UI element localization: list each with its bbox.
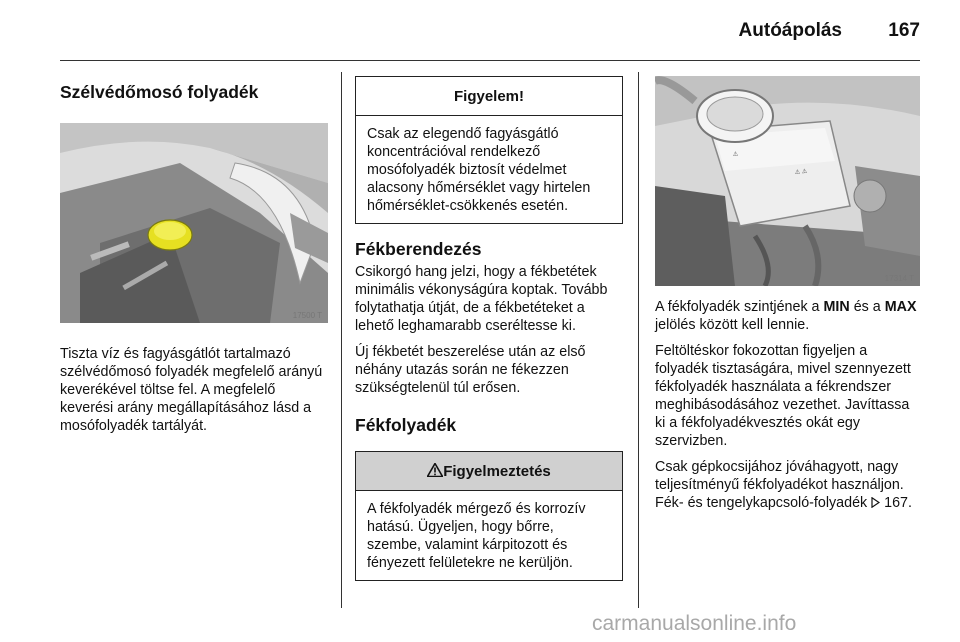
warning-box-text: A fékfolyadék mérgező és korrozív hatású. Ügyeljen, hogy bőrre, szembe, valamint kárpitozott és fényezett felületekre ne kerüljön. (367, 501, 586, 571)
attention-box-text: Csak az elegendő fagyásgátló koncentrációval rendelkező mosófolyadék biztosít védelmet alacsony hőmérséklet vagy hirtelen hőmérséklet-csökkenés esetén. (367, 126, 591, 214)
brakes-text-2: Új fékbetét beszerelése után az első néhány utazás során ne fékezzen szükségtelenül túl erősen. (355, 344, 586, 396)
svg-text:⚠: ⚠ (732, 151, 739, 158)
washer-reservoir-illustration (60, 123, 328, 323)
brakes-heading: Fékberendezés (355, 239, 482, 259)
approved-text-a: Csak gépkocsijához jóváhagyott, nagy teljesítményű fékfolyadékot használjon. Fék- és tengelykapcsoló-folyadék (655, 459, 904, 511)
brakes-text-1: Csikorgó hang jelzi, hogy a fékbetétek minimális vékonyságúra koptak. Tovább folytathatja útját, de a fékbetéteket a lehető leghamarabb cseréltesse ki. (355, 264, 608, 334)
min-mark: MIN (823, 299, 850, 315)
page-number: 167 (888, 20, 920, 41)
brake-fluid-cleanliness-text: Feltöltéskor fokozottan figyeljen a folyadék tisztaságára, mivel szennyezett fékfolyadék használata a fékrendszer meghibásodásához vezethet. Javíttassa ki a fékfolyadékvesztés okát egy szervizben. (655, 343, 911, 449)
brake-photo-ref: 17314 T (884, 274, 914, 283)
brake-fluid-heading: Fékfolyadék (355, 415, 457, 435)
warning-triangle-icon (427, 463, 443, 477)
warning-box-title: Figyelmeztetés (443, 463, 551, 480)
washer-reservoir-photo (60, 123, 328, 323)
level-text-c: jelölés között kell lennie. (655, 317, 810, 333)
svg-text:⚠ ⚠: ⚠ ⚠ (794, 168, 808, 176)
max-mark: MAX (884, 299, 917, 315)
header-title: Autóápolás (738, 20, 842, 41)
header-rule (60, 60, 920, 61)
column-brake-fluid (655, 76, 920, 520)
washer-fluid-text: Tiszta víz és fagyásgátlót tartalmazó szélvédőmosó folyadék megfelelő arányú keverékével töltse fel. A megfelelő keverési arány megállapításához lásd a mosófolyadék tartályát. (60, 346, 323, 434)
washer-photo-ref: 17500 T (292, 311, 322, 320)
attention-box-title: Figyelem! (356, 77, 622, 116)
warning-box (355, 451, 623, 581)
washer-fluid-heading: Szélvédőmosó folyadék (60, 82, 259, 102)
column-brakes (355, 76, 623, 581)
level-text-a: A fékfolyadék szintjének a (655, 299, 820, 315)
brake-reservoir-photo (655, 76, 920, 286)
column-separator-2 (638, 72, 639, 608)
column-washer-fluid (60, 70, 328, 443)
warning-box-header (356, 452, 622, 491)
page-reference-arrow-icon (871, 497, 880, 508)
attention-box (355, 76, 623, 224)
page-reference-link[interactable]: 167. (884, 495, 912, 511)
brake-fluid-level-text (655, 298, 920, 334)
brake-fluid-approved-text (655, 458, 920, 512)
watermark: carmanualsonline.info (592, 612, 797, 635)
brake-reservoir-illustration (655, 76, 920, 286)
level-text-b: és a (853, 299, 881, 315)
column-separator-1 (341, 72, 342, 608)
